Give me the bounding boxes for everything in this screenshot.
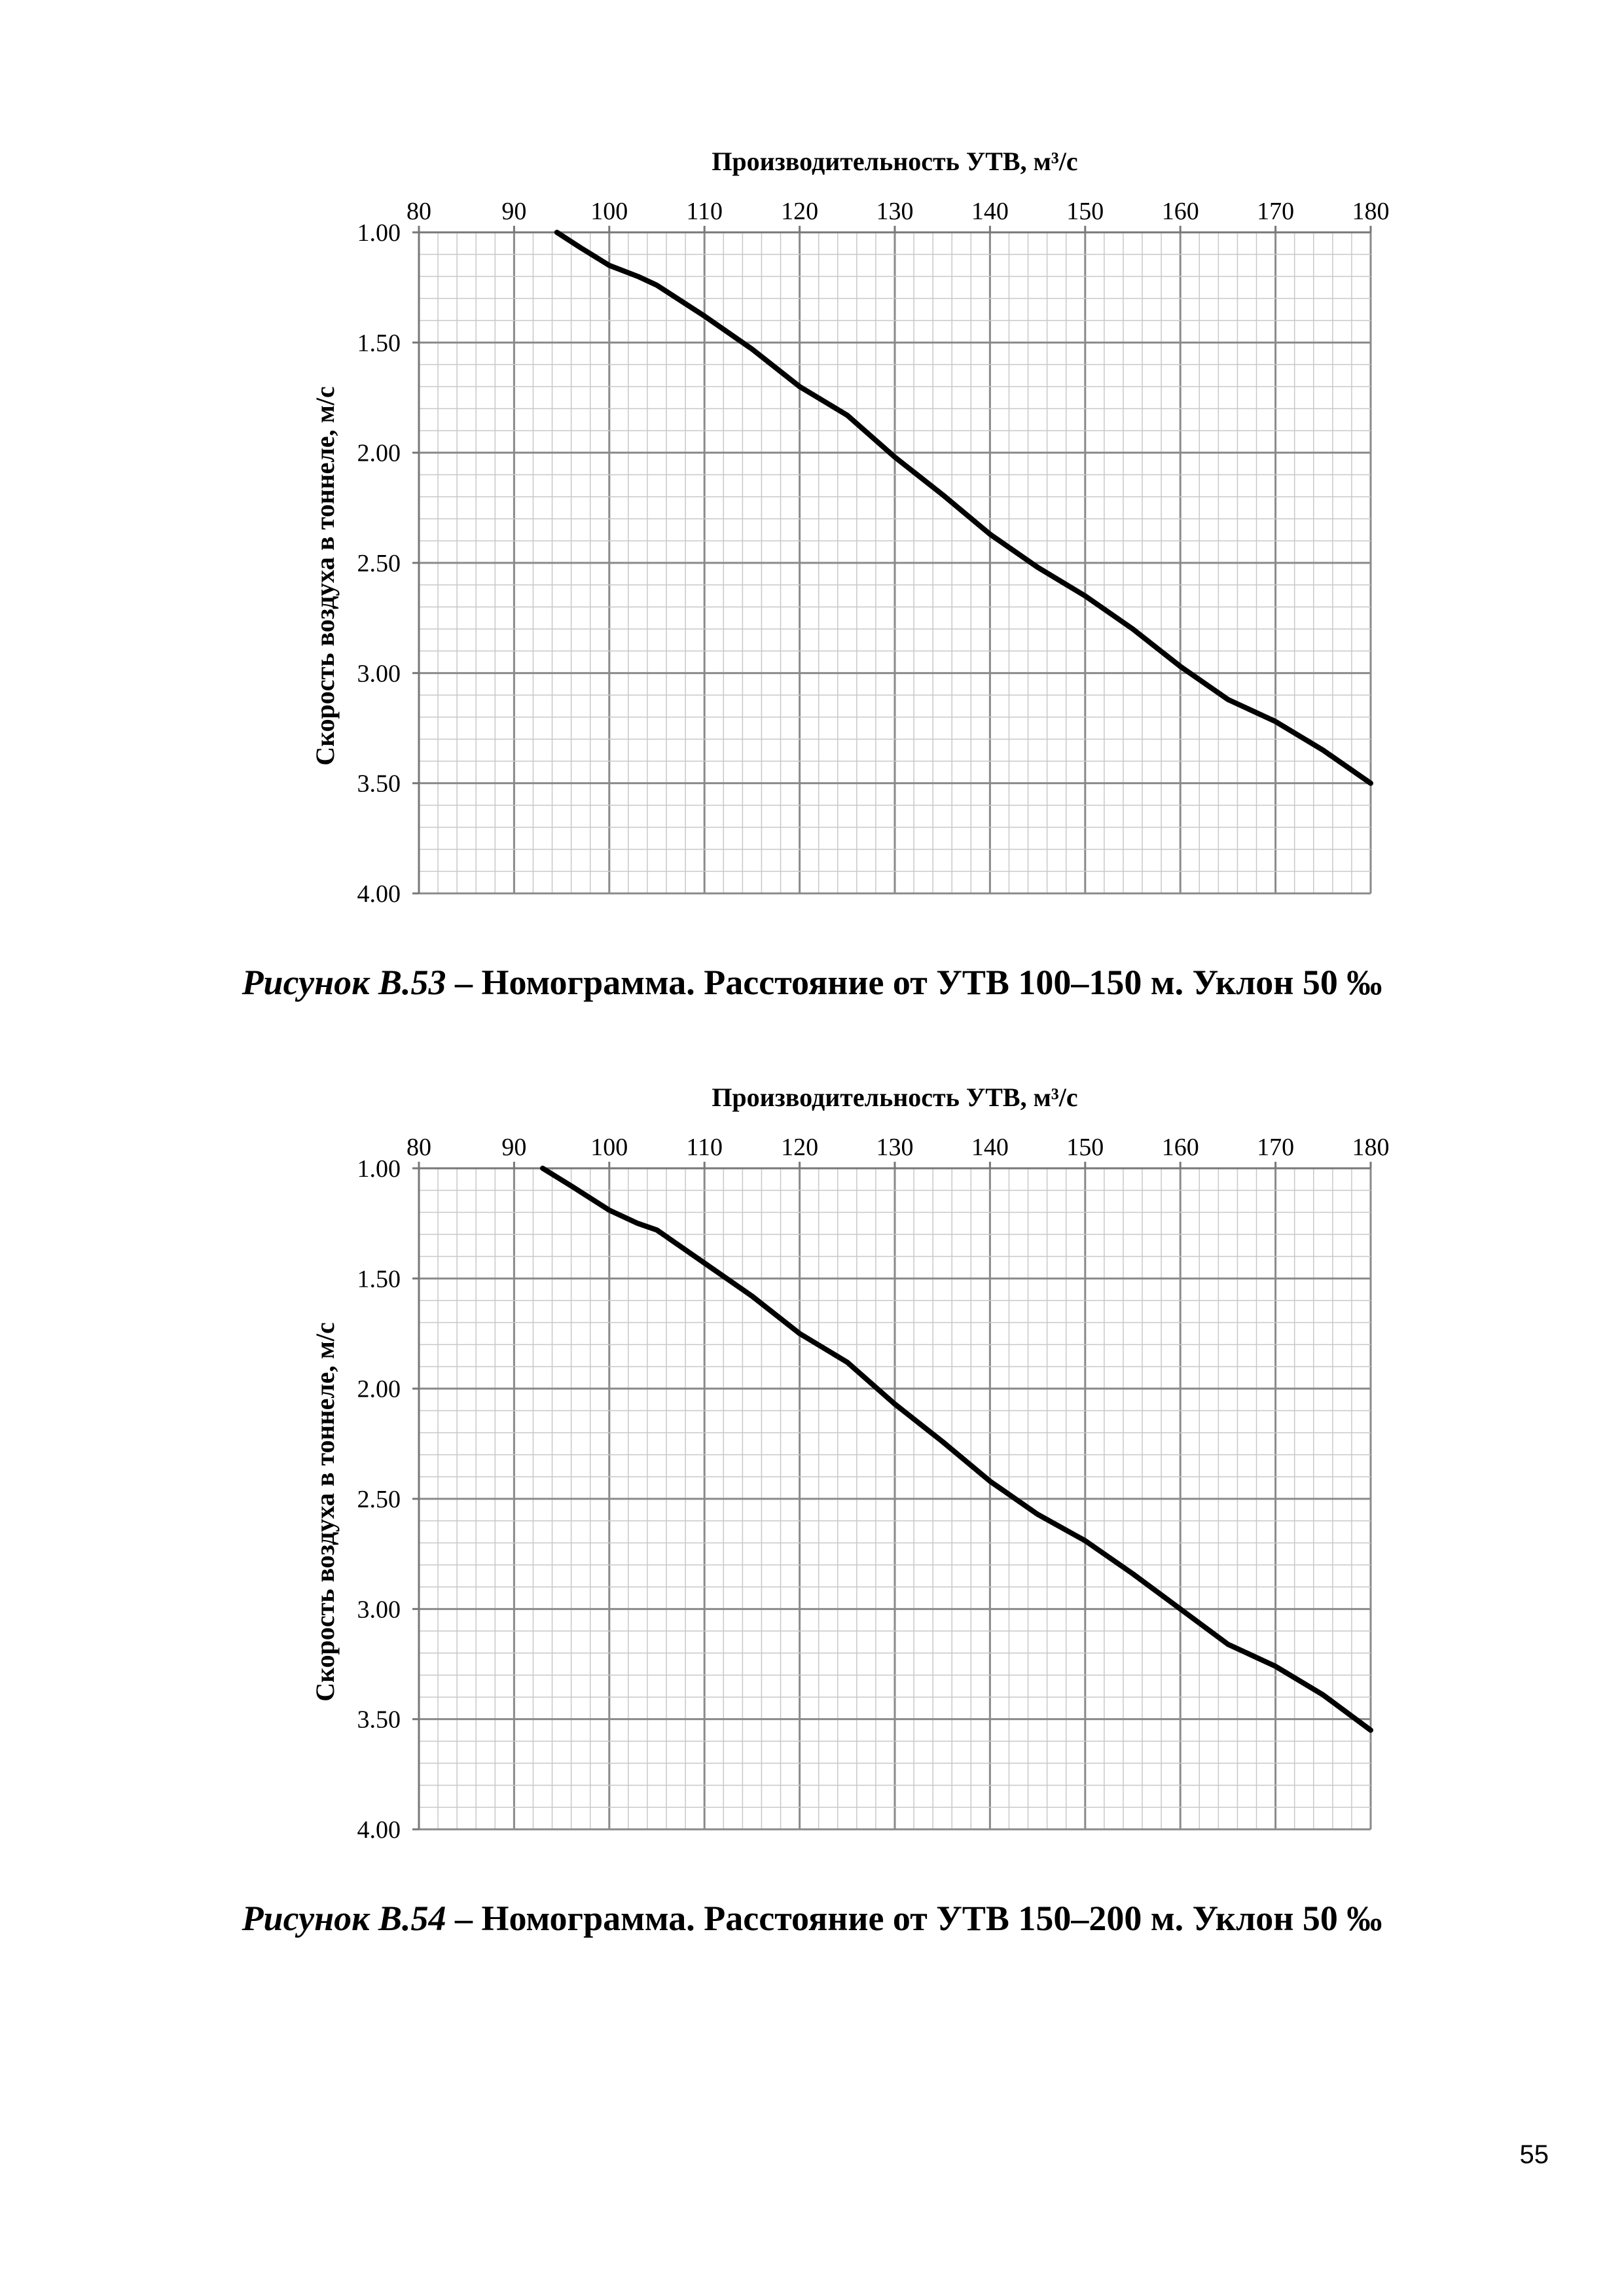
- x-tick-label: 170: [1257, 1134, 1295, 1161]
- y-tick-label: 1.50: [357, 329, 401, 357]
- figure-title-1: – Номограмма. Расстояние от УТВ 100–150 м. Уклон 50 ‰: [446, 963, 1382, 1002]
- figure-number-2: Рисунок В.54: [242, 1899, 446, 1938]
- y-tick-label: 1.00: [357, 1155, 401, 1183]
- y-tick-label: 3.50: [357, 1706, 401, 1734]
- x-tick-label: 170: [1257, 198, 1295, 225]
- y-tick-label: 3.50: [357, 770, 401, 798]
- nomogram-chart-2: [0, 1067, 1624, 1892]
- x-tick-label: 80: [406, 198, 431, 225]
- x-tick-label: 160: [1161, 198, 1199, 225]
- y-axis-title: Скорость воздуха в тоннеле, м/с: [310, 1322, 340, 1702]
- figure-caption-2: [0, 1898, 1624, 1939]
- y-tick-label: 1.50: [357, 1265, 401, 1293]
- figure-caption-1: [0, 962, 1624, 1003]
- figure-title-2: – Номограмма. Расстояние от УТВ 150–200 м. Уклон 50 ‰: [446, 1899, 1382, 1938]
- nomogram-chart-1: [0, 131, 1624, 956]
- x-tick-label: 180: [1352, 1134, 1390, 1161]
- figure-number-1: Рисунок В.53: [242, 963, 446, 1002]
- page-number: 55: [1519, 2140, 1549, 2169]
- x-tick-label: 120: [781, 1134, 819, 1161]
- x-tick-label: 150: [1066, 1134, 1104, 1161]
- x-tick-label: 110: [686, 1134, 723, 1161]
- y-tick-label: 1.00: [357, 219, 401, 247]
- y-tick-label: 4.00: [357, 880, 401, 908]
- x-tick-label: 160: [1161, 1134, 1199, 1161]
- x-tick-label: 120: [781, 198, 819, 225]
- y-axis-title: Скорость воздуха в тоннеле, м/с: [310, 386, 340, 766]
- x-tick-label: 130: [876, 198, 914, 225]
- x-tick-label: 150: [1066, 198, 1104, 225]
- x-tick-label: 140: [971, 1134, 1009, 1161]
- y-tick-label: 3.00: [357, 1596, 401, 1624]
- series-line: [557, 232, 1371, 783]
- x-tick-label: 110: [686, 198, 723, 225]
- x-axis-title: Производительность УТВ, м³/с: [712, 147, 1078, 176]
- x-tick-label: 130: [876, 1134, 914, 1161]
- x-tick-label: 90: [501, 1134, 527, 1161]
- x-tick-label: 100: [590, 1134, 628, 1161]
- x-tick-label: 90: [501, 198, 527, 225]
- x-tick-label: 100: [590, 198, 628, 225]
- y-tick-label: 2.00: [357, 439, 401, 467]
- y-tick-label: 3.00: [357, 660, 401, 688]
- y-tick-label: 2.00: [357, 1375, 401, 1403]
- y-tick-label: 2.50: [357, 550, 401, 577]
- x-tick-label: 180: [1352, 198, 1390, 225]
- x-tick-label: 80: [406, 1134, 431, 1161]
- y-tick-label: 2.50: [357, 1486, 401, 1513]
- y-tick-label: 4.00: [357, 1816, 401, 1844]
- x-tick-label: 140: [971, 198, 1009, 225]
- x-axis-title: Производительность УТВ, м³/с: [712, 1083, 1078, 1112]
